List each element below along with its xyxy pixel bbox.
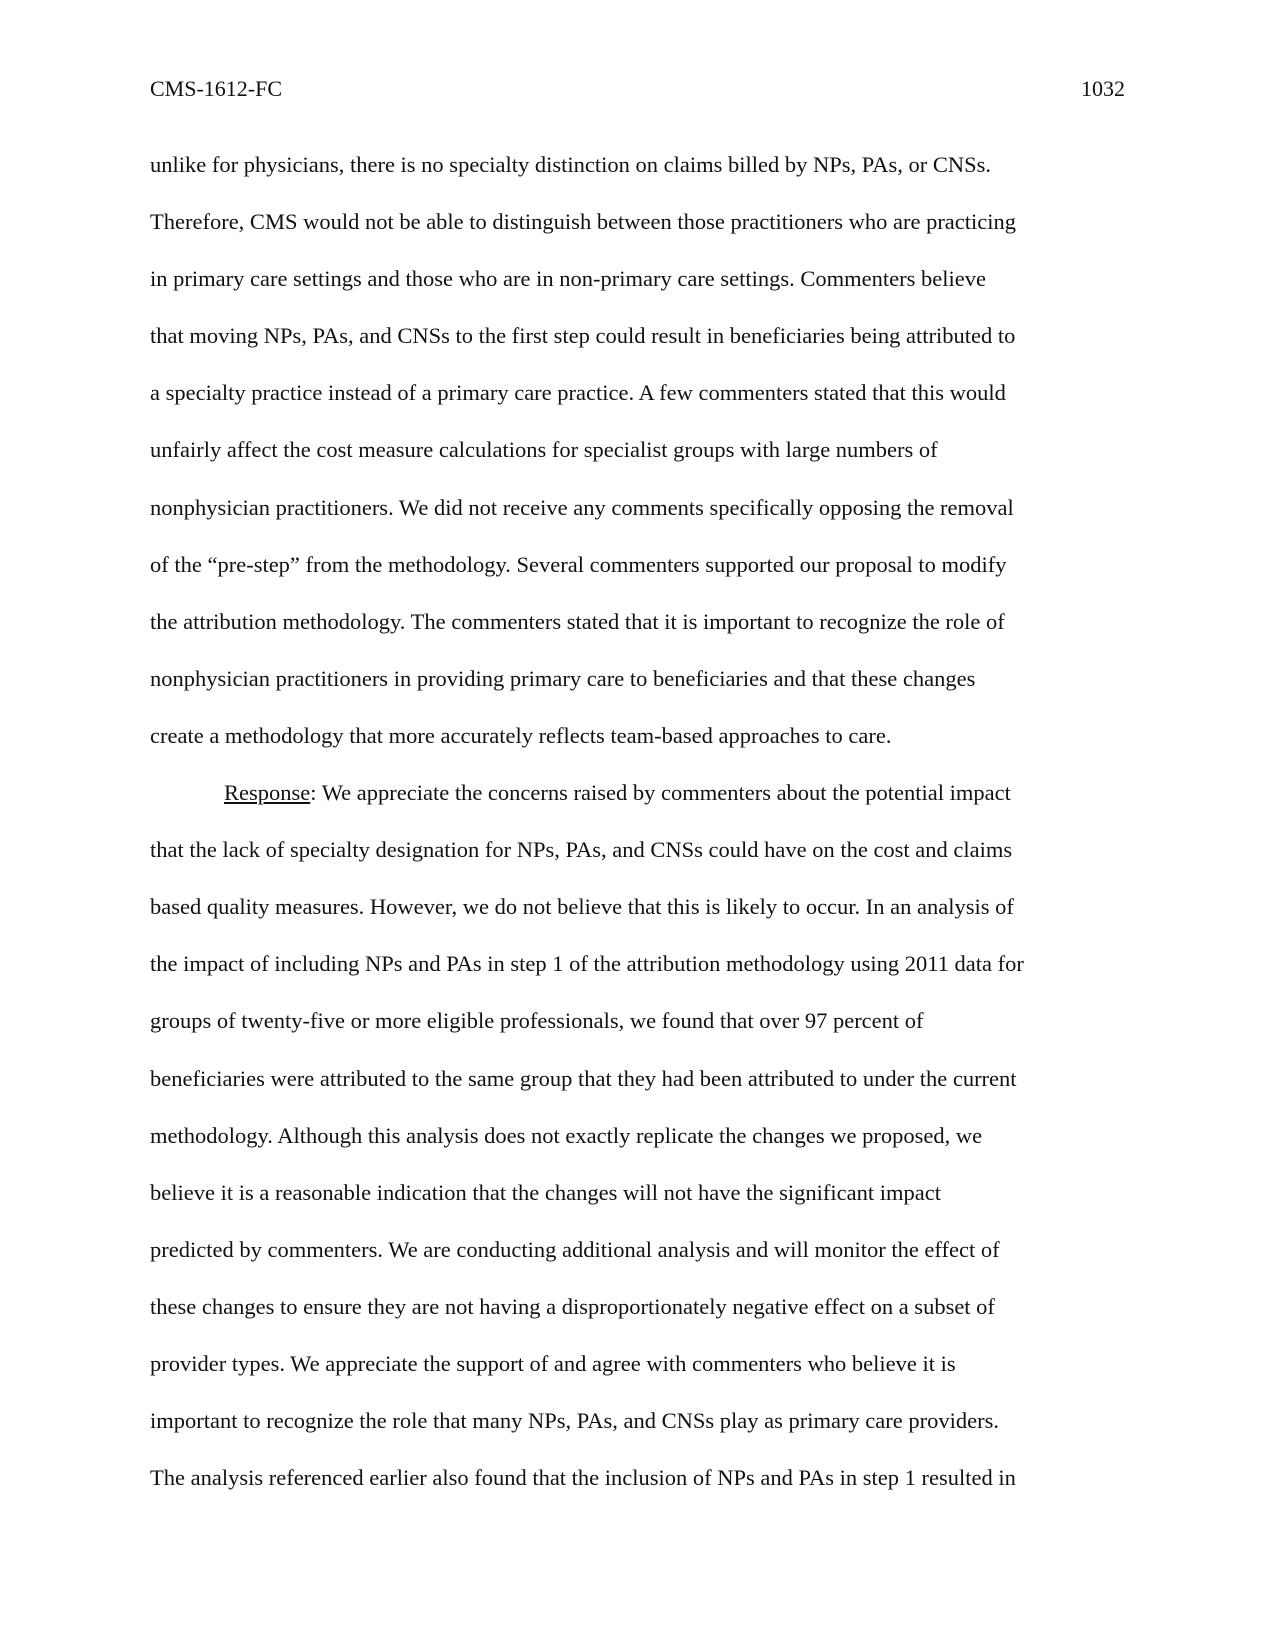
text-line: groups of twenty-five or more eligible professionals, we found that over 97 percent of [150, 1008, 924, 1034]
text-line: based quality measures. However, we do not believe that this is likely to occur. In an analysis of [150, 894, 1014, 920]
text-line: beneficiaries were attributed to the same group that they had been attributed to under the current [150, 1065, 1017, 1091]
text-line: predicted by commenters. We are conducting additional analysis and will monitor the effect of [150, 1236, 1000, 1262]
text-line: believe it is a reasonable indication that the changes will not have the significant impact [150, 1179, 941, 1205]
text-line: the attribution methodology. The commenters stated that it is important to recognize the role of [150, 608, 1005, 634]
text-line: unlike for physicians, there is no specialty distinction on claims billed by NPs, PAs, or CNSs. [150, 152, 991, 177]
text-line: the impact of including NPs and PAs in step 1 of the attribution methodology using 2011 data for [150, 951, 1024, 977]
text-line: unfairly affect the cost measure calculations for specialist groups with large numbers of [150, 437, 938, 463]
text-line: that the lack of specialty designation for NPs, PAs, and CNSs could have on the cost and claims [150, 837, 1013, 863]
text-line: nonphysician practitioners. We did not receive any comments specifically opposing the removal [150, 494, 1014, 520]
text-line: in primary care settings and those who are in non-primary care settings. Commenters believe [150, 266, 986, 292]
document-body [150, 150, 1130, 1520]
text-line: of the “pre-step” from the methodology. Several commenters supported our proposal to modify [150, 551, 1007, 577]
page-number: 1032 [1081, 76, 1125, 101]
text-line: create a methodology that more accurately reflects team-based approaches to care. [150, 722, 892, 748]
text-line: The analysis referenced earlier also found that the inclusion of NPs and PAs in step 1 resulted in [150, 1465, 1016, 1491]
text-line: that moving NPs, PAs, and CNSs to the first step could result in beneficiaries being attributed to [150, 323, 1016, 349]
text-line: methodology. Although this analysis does not exactly replicate the changes we proposed, we [150, 1122, 983, 1148]
response-first-line-text: : We appreciate the concerns raised by commenters about the potential impact [310, 780, 1011, 806]
document-id: CMS-1612-FC [150, 76, 283, 101]
text-line: Therefore, CMS would not be able to distinguish between those practitioners who are practicing [150, 209, 1017, 235]
response-label: Response [224, 780, 311, 806]
text-line: nonphysician practitioners in providing primary care to beneficiaries and that these changes [150, 665, 976, 691]
text-line: important to recognize the role that many NPs, PAs, and CNSs play as primary care providers. [150, 1408, 999, 1434]
text-line: these changes to ensure they are not having a disproportionately negative effect on a subset of [150, 1293, 995, 1319]
text-line: provider types. We appreciate the support of and agree with commenters who believe it is [150, 1350, 956, 1376]
response-first-line [150, 778, 1130, 835]
text-line: a specialty practice instead of a primary care practice. A few commenters stated that this would [150, 380, 1006, 406]
